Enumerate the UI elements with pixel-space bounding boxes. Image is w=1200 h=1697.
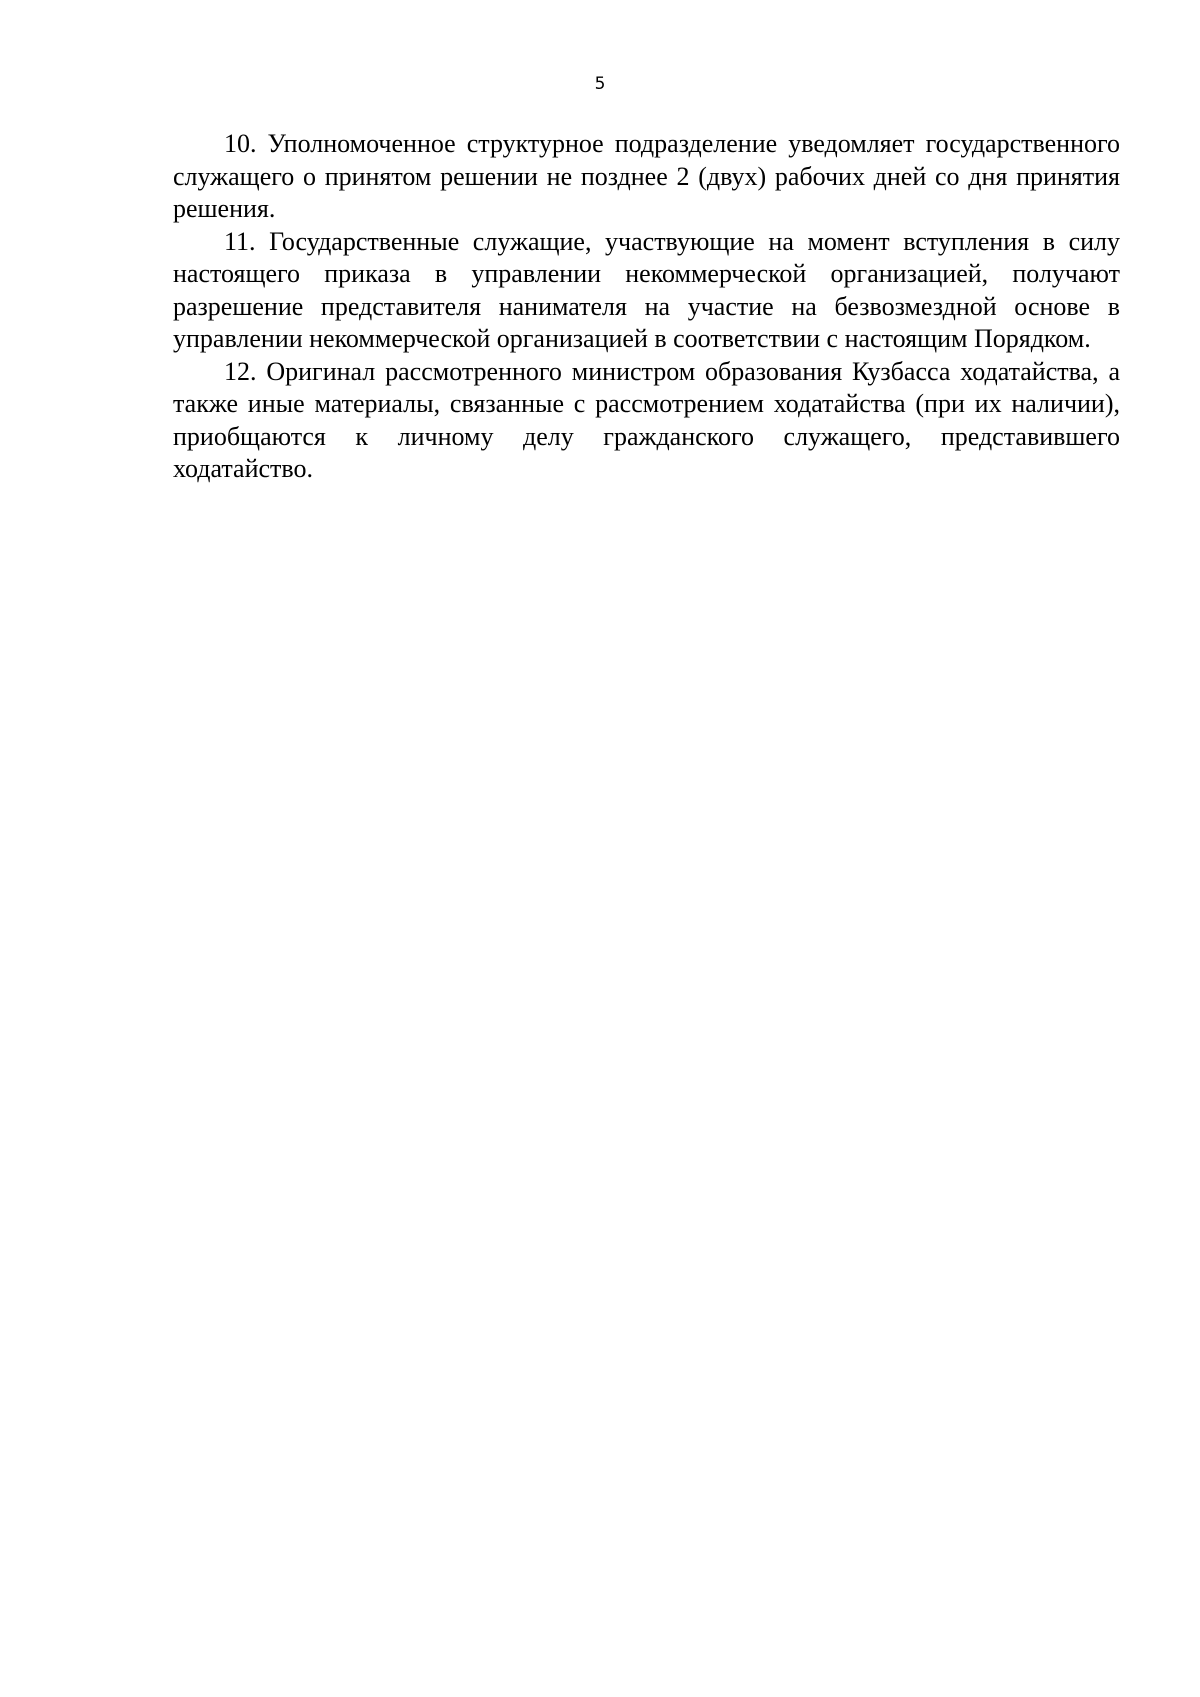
paragraph-12: 12. Оригинал рассмотренного министром образования Кузбасса ходатайства, а также иные материалы, связанные с рассмотрением ходатайства (при их наличии), приобщаются к личному делу гражданского служащего, представившего ходатайство. [173, 356, 1120, 483]
paragraph-11: 11. Государственные служащие, участвующие на момент вступления в силу настоящего приказа в управлении некоммерческой организацией, получают разрешение представителя нанимателя на участие на безвозмездной основе в управлении некоммерческой организацией в соответствии с настоящим Порядком. [173, 226, 1120, 353]
paragraph-10: 10. Уполномоченное структурное подразделение уведомляет государственного служащего о принятом решении не позднее 2 (двух) рабочих дней со дня принятия решения. [173, 129, 1120, 223]
document-body [173, 128, 1120, 486]
page-number: 5 [594, 74, 606, 94]
